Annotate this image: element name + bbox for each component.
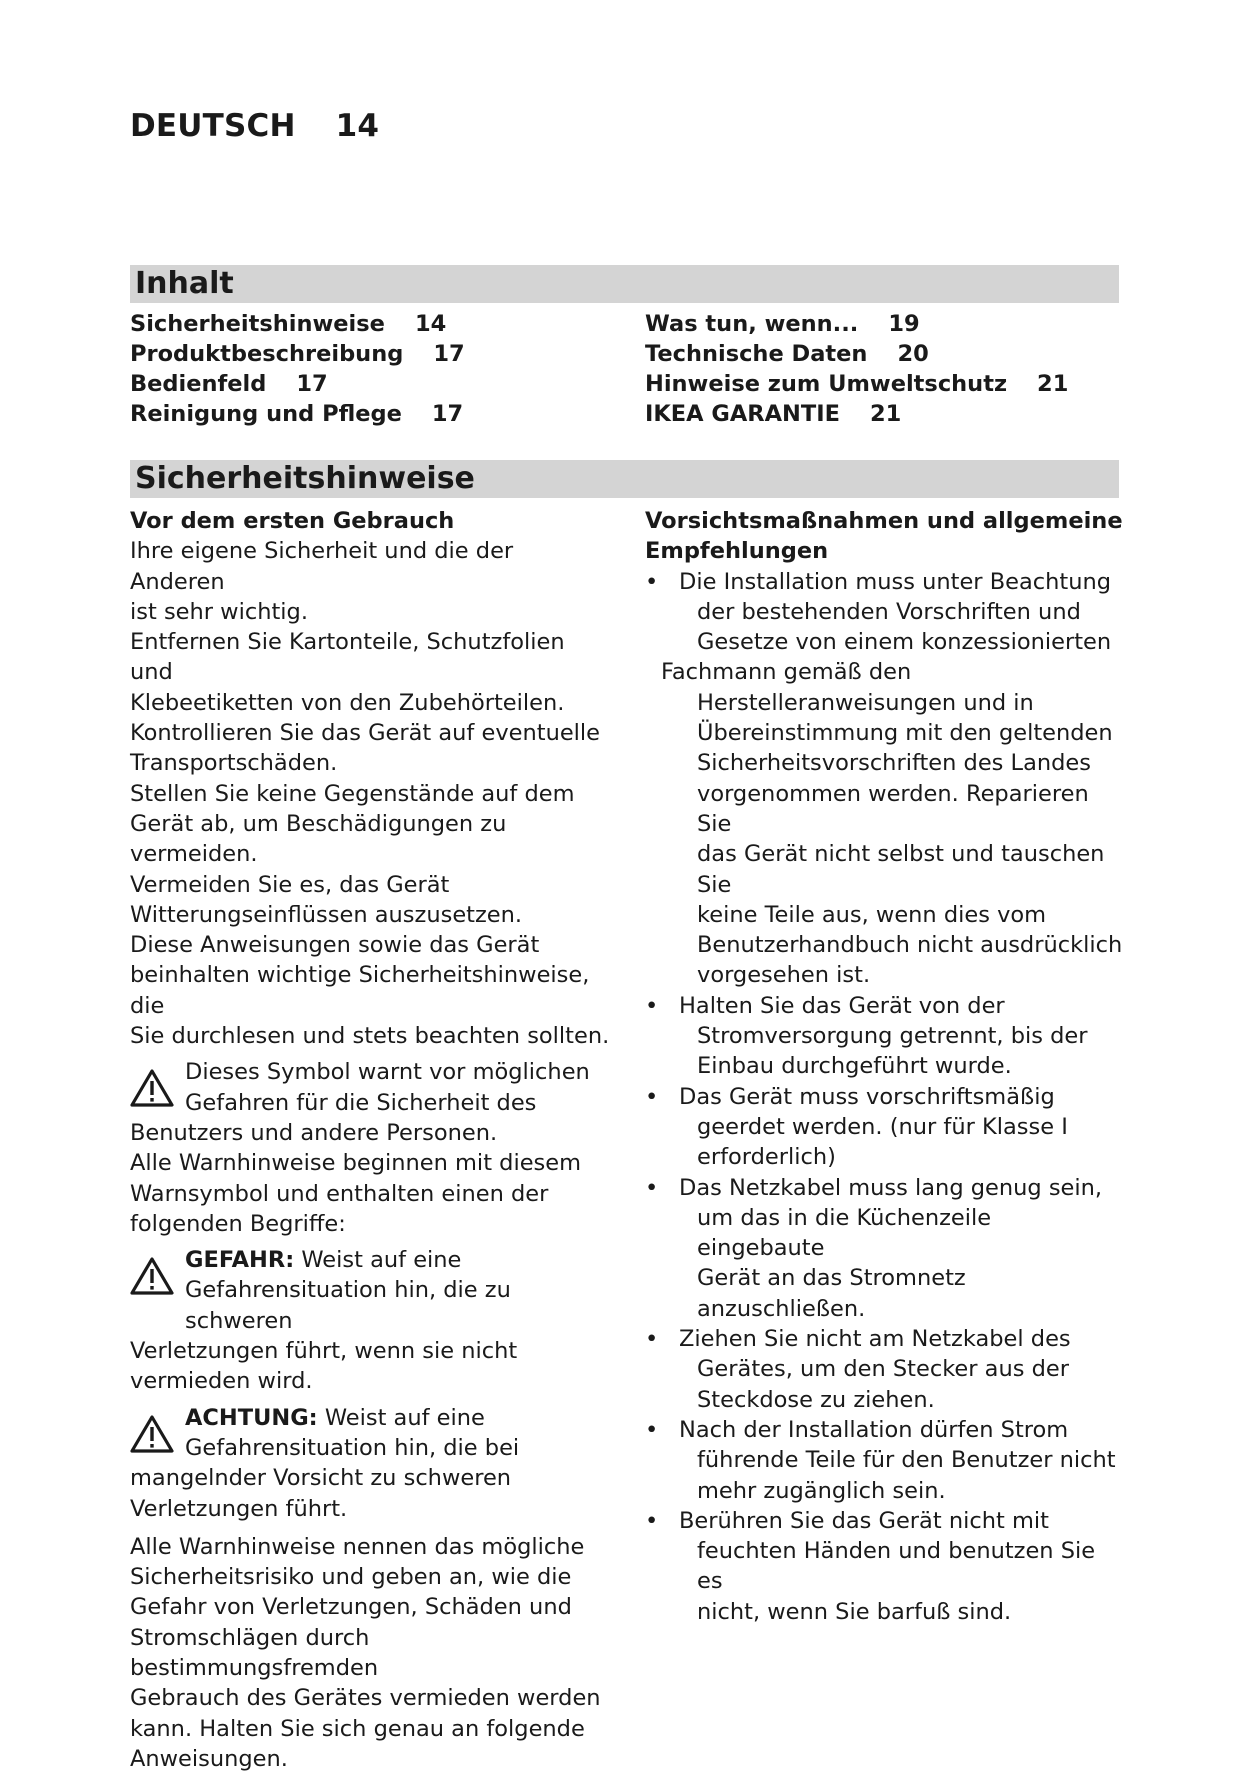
toc-title: Inhalt [135,266,234,301]
safety-section-bar [130,460,1119,498]
toc-section-bar [130,265,1119,303]
warning-triangle-icon [130,1069,174,1107]
warning-intro: Alle Warnhinweise beginnen mit diesem Warnsymbol und enthalten einen der folgenden Begriffe: [130,1150,582,1237]
intro-text: Ihre eigene Sicherheit und die der Anderen ist sehr wichtig. Entfernen Sie Kartonteile, Schutzfolien und Klebeetiketten von den Zubehörteilen. Kontrollieren Sie das Gerät auf eventuelle Transportschäden. Stellen Sie keine Gegenstände auf dem Gerät ab, um Beschädigungen zu vermeiden. Vermeiden Sie es, das Gerät Witterungseinflüssen auszusetzen. Diese Anweisungen sowie das Gerät beinhalten wichtige Sicherheitshinweise, die Sie durchlesen und stets beachten sollten. [130,538,610,1050]
bullet-item: • Das Netzkabel muss lang genug sein, um das in die Küchenzeile eingebaute Gerät an das Stromnetz anzuschließen. [645,1173,1125,1324]
toc-entry[interactable]: IKEA GARANTIE 21 [645,401,902,427]
bullet-item: • Halten Sie das Gerät von der Stromversorgung getrennt, bis der Einbau durchgeführt wurde. [645,991,1125,1082]
precautions-heading: Vorsichtsmaßnahmen und allgemeine Empfehlungen [645,508,1123,565]
toc-left-column [130,309,465,429]
toc-entry[interactable]: Bedienfeld 17 [130,371,328,397]
closing-text: Alle Warnhinweise nennen das mögliche Sicherheitsrisiko und geben an, wie die Gefahr von Verletzungen, Schäden und Stromschlägen durch bestimmungsfremden Gebrauch des Gerätes vermieden werden kann. Halten Sie sich genau an folgende Anweisungen. [130,1533,601,1772]
safety-left-column [130,506,610,1774]
toc-entry[interactable]: Sicherheitshinweise 14 [130,311,447,337]
language-title: DEUTSCH [130,108,296,144]
caution-note: ACHTUNG: Weist auf eine Gefahrensituation hin, die bei mangelnder Vorsicht zu schweren Verletzungen führt. [130,1404,520,1522]
warning-triangle-icon [130,1415,174,1453]
safety-right-column [645,506,1125,1627]
toc-entry[interactable]: Hinweise zum Umweltschutz 21 [645,371,1069,397]
bullet-item: • Berühren Sie das Gerät nicht mit feuchten Händen und benutzen Sie es nicht, wenn Sie barfuß sind. [645,1506,1125,1627]
bullet-item: • Nach der Installation dürfen Strom führende Teile für den Benutzer nicht mehr zugänglich sein. [645,1415,1125,1506]
page-number: 14 [335,108,380,144]
bullet-item: • Das Gerät muss vorschriftsmäßig geerdet werden. (nur für Klasse I erforderlich) [645,1082,1125,1173]
bullet-item: • Ziehen Sie nicht am Netzkabel des Gerätes, um den Stecker aus der Steckdose zu ziehen. [645,1324,1125,1415]
safety-title: Sicherheitshinweise [135,461,475,496]
toc-entry[interactable]: Technische Daten 20 [645,341,929,367]
toc-right-column [645,309,1068,429]
first-use-heading: Vor dem ersten Gebrauch [130,508,455,534]
danger-note: GEFAHR: Weist auf eine Gefahrensituation hin, die zu schweren Verletzungen führt, wenn sie nicht vermieden wird. [130,1247,518,1395]
toc-entry[interactable]: Reinigung und Pflege 17 [130,401,464,427]
warning-symbol-note: Dieses Symbol warnt vor möglichen Gefahren für die Sicherheit des Benutzers und andere Personen. [130,1059,590,1146]
toc-entry[interactable]: Was tun, wenn... 19 [645,311,920,337]
page-header [130,108,379,144]
bullet-item: • Die Installation muss unter Beachtung der bestehenden Vorschriften und Gesetze von einem konzessionierten Fachmann gemäß den Herstelleranweisungen und in Übereinstimmung mit den geltenden Sicherheitsvorschriften des Landes vorgenommen werden. Reparieren Sie das Gerät nicht selbst und tauschen Sie keine Teile aus, wenn dies vom Benutzerhandbuch nicht ausdrücklich vorgesehen ist. [645,567,1125,991]
danger-keyword: GEFAHR: [185,1247,295,1274]
toc-entry[interactable]: Produktbeschreibung 17 [130,341,465,367]
warning-triangle-icon [130,1257,174,1295]
caution-keyword: ACHTUNG: [185,1404,318,1431]
